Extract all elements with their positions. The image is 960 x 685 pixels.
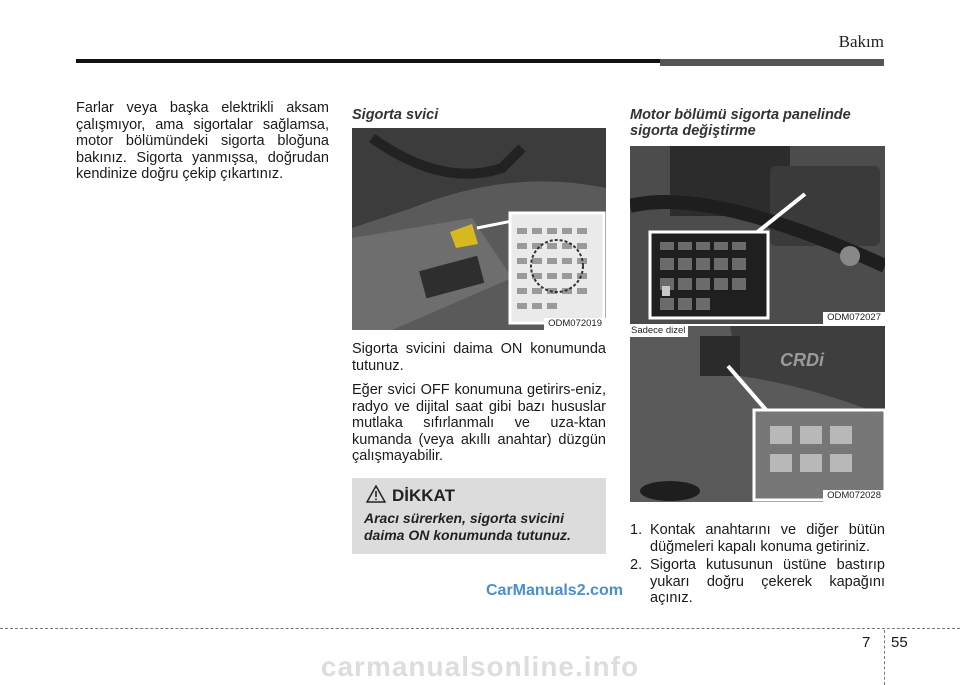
caution-body: Aracı sürerken, sigorta svicini daima ON konumunda tutunuz. — [364, 510, 571, 543]
right-column — [630, 107, 885, 139]
photo-caption: ODM072019 — [544, 318, 606, 330]
chapter-number: 7 — [862, 634, 871, 651]
fuse-switch-photo — [352, 128, 606, 330]
fuse-switch-heading: Sigorta svici — [352, 107, 439, 123]
page-number: 55 — [891, 634, 908, 651]
middle-column — [352, 107, 606, 123]
carmanuals-watermark-link[interactable]: CarManuals2.com — [486, 582, 623, 599]
switch-on-paragraph: Sigorta svicini daima ON konumunda tutunuz. — [352, 341, 606, 374]
photo-caption: ODM072027 — [823, 312, 885, 324]
engine-fuse-heading: Motor bölümü sigorta panelinde sigorta değiştirme — [630, 107, 851, 139]
left-column — [76, 100, 329, 191]
photo-caption: ODM072028 — [823, 490, 885, 502]
footer-rule — [0, 628, 960, 629]
steps-list — [630, 522, 885, 609]
site-watermark: carmanualsonline.info — [320, 651, 640, 682]
diesel-fuse-photo — [630, 326, 885, 502]
list-item: 1. Kontak anahtarını ve diğer bütün düğmeleri kapalı konuma getiriniz. — [630, 522, 885, 555]
caution-title: DİKKAT — [392, 486, 455, 505]
header-accent-bar — [660, 59, 884, 66]
middle-text — [352, 341, 606, 473]
engine-fuse-photo — [630, 146, 885, 324]
section-title: Bakım — [838, 32, 884, 51]
diesel-only-note: Sadece dizel — [628, 325, 688, 337]
svg-text:CRDi: CRDi — [780, 350, 824, 370]
list-item: 2. Sigorta kutusunun üstüne bastırıp yukarı doğru çekerek kapağını açınız. — [630, 557, 885, 606]
warning-triangle-icon — [366, 485, 386, 508]
switch-off-paragraph: Eğer svici OFF konumuna getirirs-eniz, radyo ve dijital saat gibi bazı hususlar mutlaka sıfırlanmalı ve uza-ktan kumanda (veya akıllı anahtar) düzgün çalışmayabilir. — [352, 382, 606, 464]
intro-paragraph: Farlar veya başka elektrikli aksam çalışmıyor, ama sigortalar sağlamsa, motor bölümündeki sigorta bloğuna bakınız. Sigorta yanmışsa, doğrudan kendinize doğru çekip çıkartınız. — [76, 100, 329, 182]
caution-box — [352, 478, 606, 554]
